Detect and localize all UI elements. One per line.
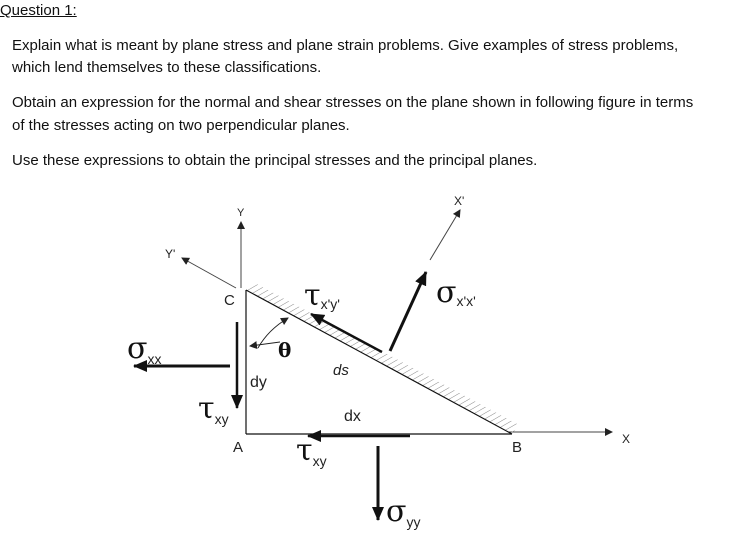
point-a-label: A	[233, 439, 244, 456]
dx-label: dx	[344, 408, 361, 425]
sigma-x-prime-x-prime-arrow	[390, 272, 426, 351]
x-prime-axis-label: X'	[454, 194, 465, 208]
paragraph-1-line-1: Explain what is meant by plane stress and plane strain problems. Give examples of stress problems,	[12, 37, 679, 54]
point-c-label: C	[224, 292, 235, 309]
sigma-xx-label: σxx	[127, 331, 162, 367]
sigma-yy-label: σyy	[386, 494, 421, 530]
tau-xy-bottom-label: τxy	[296, 433, 327, 469]
tau-x-prime-y-prime-label: τx'y'	[304, 278, 340, 313]
question-title: Question 1:	[0, 2, 77, 19]
theta-label: θ	[278, 338, 292, 362]
paragraph-2-line-2: of the stresses acting on two perpendicular planes.	[12, 117, 350, 134]
dy-label: dy	[250, 374, 267, 391]
ds-label: ds	[333, 362, 349, 379]
paragraph-3-line-1: Use these expressions to obtain the principal stresses and the principal planes.	[12, 152, 538, 169]
paragraph-1-line-2: which lend themselves to these classifications.	[12, 59, 322, 76]
y-axis-label: Y	[237, 207, 245, 219]
x-axis-label: X	[622, 432, 631, 446]
paragraph-2-line-1: Obtain an expression for the normal and shear stresses on the plane shown in following figure in terms	[12, 94, 694, 111]
tau-xy-left-label: τxy	[198, 391, 229, 427]
sigma-x-prime-x-prime-label: σx'x'	[436, 275, 476, 310]
x-prime-axis-line	[430, 210, 460, 260]
y-prime-axis-label: Y'	[165, 247, 176, 261]
point-b-label: B	[512, 439, 523, 456]
y-prime-axis-line	[182, 258, 236, 288]
